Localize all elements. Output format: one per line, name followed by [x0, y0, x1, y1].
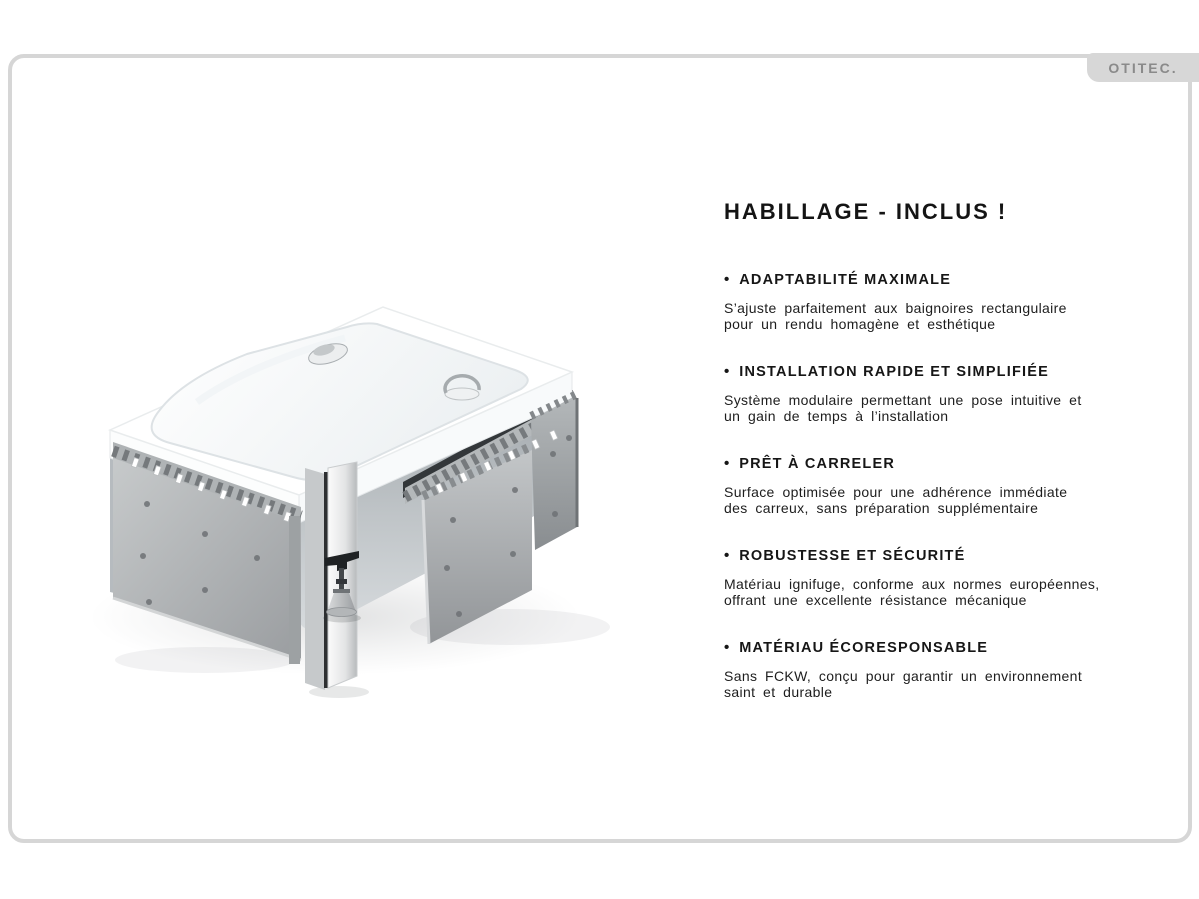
bullet-icon: • — [724, 271, 730, 288]
feature-heading — [724, 363, 1156, 381]
feature-item — [724, 363, 1156, 424]
bullet-icon: • — [724, 547, 730, 564]
feature-heading-label: ROBUSTESSE ET SÉCURITÉ — [739, 548, 966, 564]
feature-heading — [724, 271, 1156, 289]
feature-body-line: Surface optimisée pour une adhérence immédiate — [724, 484, 1068, 500]
feature-body-line: Sans FCKW, conçu pour garantir un environnement — [724, 668, 1083, 684]
brand-logo: OTITEC. — [1108, 59, 1178, 76]
feature-heading — [724, 639, 1156, 657]
brand-tab — [1087, 53, 1199, 82]
feature-body-line: saint et durable — [724, 683, 833, 700]
feature-item — [724, 455, 1156, 516]
feature-heading — [724, 455, 1156, 473]
feature-body-line: offrant une excellente résistance mécanique — [724, 591, 1027, 608]
feature-body-line: Système modulaire permettant une pose intuitive et — [724, 392, 1082, 408]
feature-body-line: S’ajuste parfaitement aux baignoires rectangulaire — [724, 300, 1067, 316]
feature-body-line: pour un rendu homagène et esthétique — [724, 315, 996, 332]
bathtub-illustration — [85, 292, 615, 742]
bullet-icon: • — [724, 639, 730, 656]
feature-body — [724, 669, 1156, 700]
feature-heading-label: MATÉRIAU ÉCORESPONSABLE — [739, 640, 989, 656]
feature-heading-label: INSTALLATION RAPIDE ET SIMPLIFIÉE — [739, 364, 1049, 380]
feature-body-line: Matériau ignifuge, conforme aux normes européennes, — [724, 576, 1100, 592]
feature-item — [724, 547, 1156, 608]
apron-panel-right — [531, 394, 577, 550]
feature-item — [724, 271, 1156, 332]
page-title: HABILLAGE - INCLUS ! — [724, 199, 1008, 224]
feature-body — [724, 485, 1156, 516]
feature-body-line: des carreux, sans préparation supplémentaire — [724, 499, 1039, 516]
bullet-icon: • — [724, 363, 730, 380]
feature-list — [724, 199, 1156, 731]
feature-body — [724, 301, 1156, 332]
feature-body — [724, 577, 1156, 608]
feature-heading-label: ADAPTABILITÉ MAXIMALE — [739, 272, 952, 288]
bullet-icon: • — [724, 455, 730, 472]
feature-body — [724, 393, 1156, 424]
feature-heading-label: PRÊT À CARRELER — [739, 456, 896, 472]
feature-heading — [724, 547, 1156, 565]
feature-body-line: un gain de temps à l’installation — [724, 407, 949, 424]
feature-item — [724, 639, 1156, 700]
